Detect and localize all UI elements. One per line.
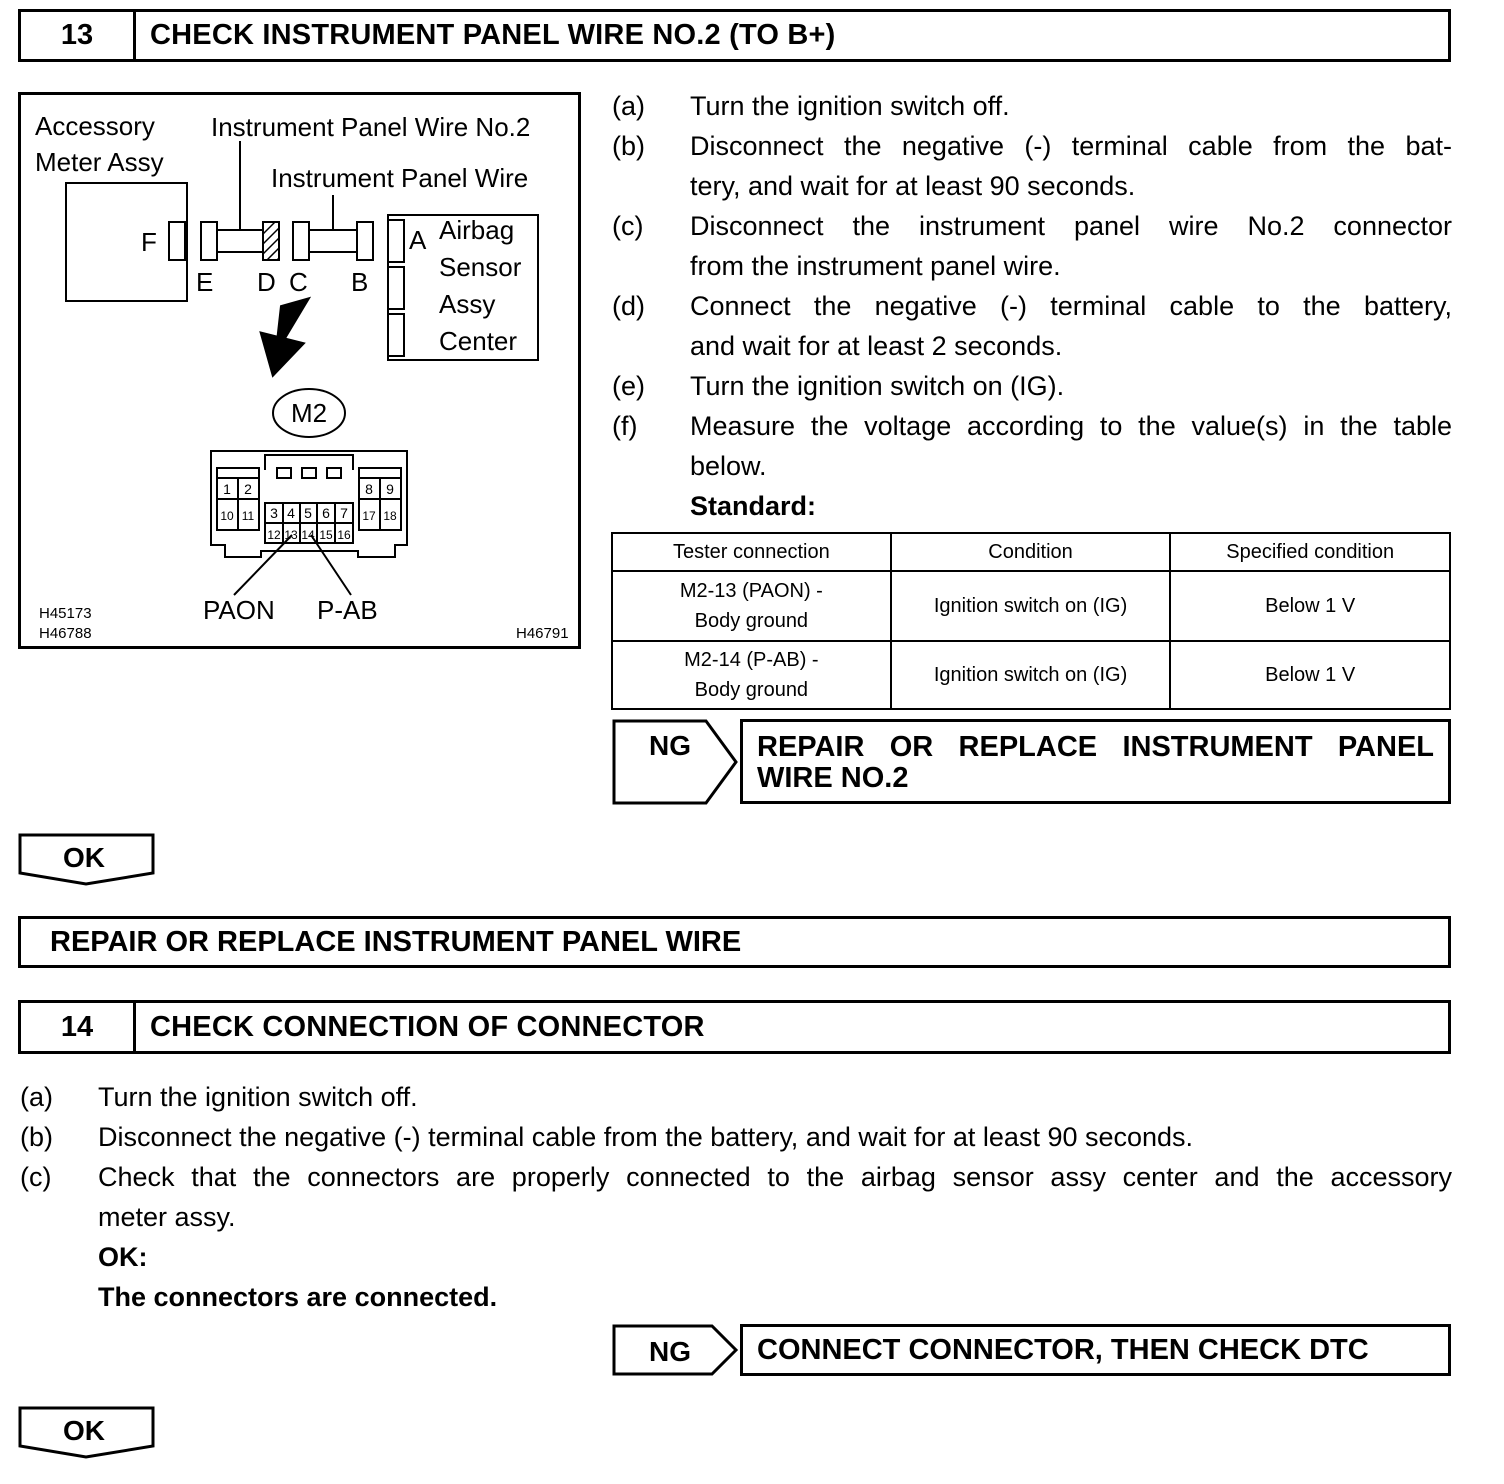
ip-wire-no2-label: Instrument Panel Wire No.2 <box>211 112 531 142</box>
step13-title: CHECK INSTRUMENT PANEL WIRE NO.2 (TO B+) <box>150 19 836 51</box>
step13-b: (b) Disconnect the negative (-) terminal cable from the bat- tery, and wait for at least 90 seconds. <box>612 131 1452 201</box>
step14-a: (a) Turn the ignition switch off. <box>20 1082 418 1112</box>
latch-tab3 <box>327 468 341 478</box>
step13-d: (d) Connect the negative (-) terminal cable to the battery, and wait for at least 2 seconds. <box>612 291 1452 361</box>
pin-13: 13 <box>284 528 298 542</box>
table-cell: Below 1 V <box>1170 571 1450 641</box>
pin-18: 18 <box>383 509 397 523</box>
letter-b: B <box>351 267 369 297</box>
ok-label: OK <box>63 1415 105 1446</box>
table-cell: M2-13 (PAON) - Body ground <box>612 571 891 641</box>
figure-code-2: H46788 <box>39 625 92 642</box>
wire-body <box>309 230 357 252</box>
connector-f <box>169 222 185 260</box>
pin-8: 8 <box>365 481 373 497</box>
table-cell: Below 1 V <box>1170 641 1450 709</box>
table-row <box>612 641 1450 709</box>
step13-ok-result: REPAIR OR REPLACE INSTRUMENT PANEL WIRE <box>18 916 1451 968</box>
accessory-label-1: Accessory <box>35 111 155 141</box>
pin-12: 12 <box>267 528 281 542</box>
pin-6: 6 <box>322 505 330 521</box>
pin-15: 15 <box>319 528 333 542</box>
wiring-diagram <box>18 92 581 649</box>
step13-standard: Standard: <box>690 491 817 521</box>
figure-code-1: H45173 <box>39 605 92 622</box>
latch-tab1 <box>277 468 291 478</box>
pin-11: 11 <box>241 509 255 523</box>
step14-header <box>18 1000 1451 1054</box>
table-header: Tester connection <box>612 533 891 571</box>
table-header: Condition <box>891 533 1171 571</box>
wiring-diagram-svg <box>21 95 578 646</box>
step13-e: (e) Turn the ignition switch on (IG). <box>612 371 1065 401</box>
step13-a: (a) Turn the ignition switch off. <box>612 91 1010 121</box>
step14-instructions <box>20 1077 1452 1317</box>
pin-14: 14 <box>301 528 315 542</box>
connector-b <box>357 222 373 260</box>
pin-2: 2 <box>244 481 252 497</box>
standard-table <box>611 532 1451 710</box>
pin-17: 17 <box>362 509 376 523</box>
step13-f: (f) Measure the voltage according to the value(s) in the table below. <box>612 411 1452 481</box>
ng-label: NG <box>649 1336 691 1367</box>
connector-a1 <box>388 220 404 262</box>
airbag-label-4: Center <box>439 326 518 356</box>
pin-10: 10 <box>220 509 234 523</box>
connector-e <box>201 222 217 260</box>
pin-4: 4 <box>287 505 295 521</box>
step14-b: (b) Disconnect the negative (-) terminal cable from the battery, and wait for at least 90 seconds. <box>20 1122 1194 1152</box>
step13-ng-arrow <box>612 719 740 805</box>
m2-label: M2 <box>290 398 328 428</box>
table-header: Specified condition <box>1170 533 1450 571</box>
step13-ok-arrow <box>18 833 156 887</box>
step14-ng-result: CONNECT CONNECTOR, THEN CHECK DTC <box>740 1324 1451 1376</box>
table-header-row <box>612 533 1450 571</box>
pin-7: 7 <box>340 505 348 521</box>
connector-c <box>293 222 309 260</box>
pin-1: 1 <box>223 481 231 497</box>
connector-a2 <box>388 267 404 309</box>
letter-e: E <box>196 267 214 297</box>
latch-tab2 <box>302 468 316 478</box>
table-cell: Ignition switch on (IG) <box>891 641 1171 709</box>
pin-3: 3 <box>270 505 278 521</box>
step14-ok-arrow <box>18 1406 156 1460</box>
step13-header <box>18 9 1451 62</box>
table-row <box>612 571 1450 641</box>
airbag-label-1: Airbag <box>439 215 515 245</box>
step13-instructions <box>612 86 1452 526</box>
ok-label: OK <box>63 842 105 873</box>
table-cell: Ignition switch on (IG) <box>891 571 1171 641</box>
airbag-label-2: Sensor <box>439 252 522 282</box>
accessory-label-2: Meter Assy <box>35 147 164 177</box>
step13-c: (c) Disconnect the instrument panel wire No.2 connector from the instrument panel wire. <box>612 211 1452 281</box>
wire-no2-body <box>217 230 263 252</box>
paon-leader <box>234 535 292 595</box>
pin-9: 9 <box>386 481 394 497</box>
pab-label: P-AB <box>317 595 378 625</box>
table-cell: M2-14 (P-AB) - Body ground <box>612 641 891 709</box>
figure-code-3: H46791 <box>516 625 569 642</box>
letter-a: A <box>409 225 427 255</box>
step14-title: CHECK CONNECTION OF CONNECTOR <box>150 1010 705 1043</box>
step14-ok: OK: The connectors are connected. <box>98 1242 498 1312</box>
step14-ng-arrow <box>612 1324 740 1376</box>
letter-d: D <box>257 267 276 297</box>
step14-c: (c) Check that the connectors are properly connected to the airbag sensor assy center and the accessory meter assy. <box>20 1162 1452 1232</box>
letter-f: F <box>141 227 157 257</box>
step13-number: 13 <box>21 12 136 59</box>
pin-16: 16 <box>337 528 351 542</box>
step13-ng-result: REPAIR OR REPLACE INSTRUMENT PANEL WIRE NO.2 <box>740 719 1451 804</box>
arrow-icon <box>249 287 317 384</box>
step14-number: 14 <box>21 1003 136 1051</box>
letter-c: C <box>289 267 308 297</box>
ip-wire-label: Instrument Panel Wire <box>271 163 529 193</box>
connector-d-hatch <box>263 222 279 260</box>
pin-5: 5 <box>304 505 312 521</box>
connector-a3 <box>388 314 404 356</box>
airbag-label-3: Assy <box>439 289 496 319</box>
paon-label: PAON <box>203 595 275 625</box>
ng-label: NG <box>649 730 691 761</box>
